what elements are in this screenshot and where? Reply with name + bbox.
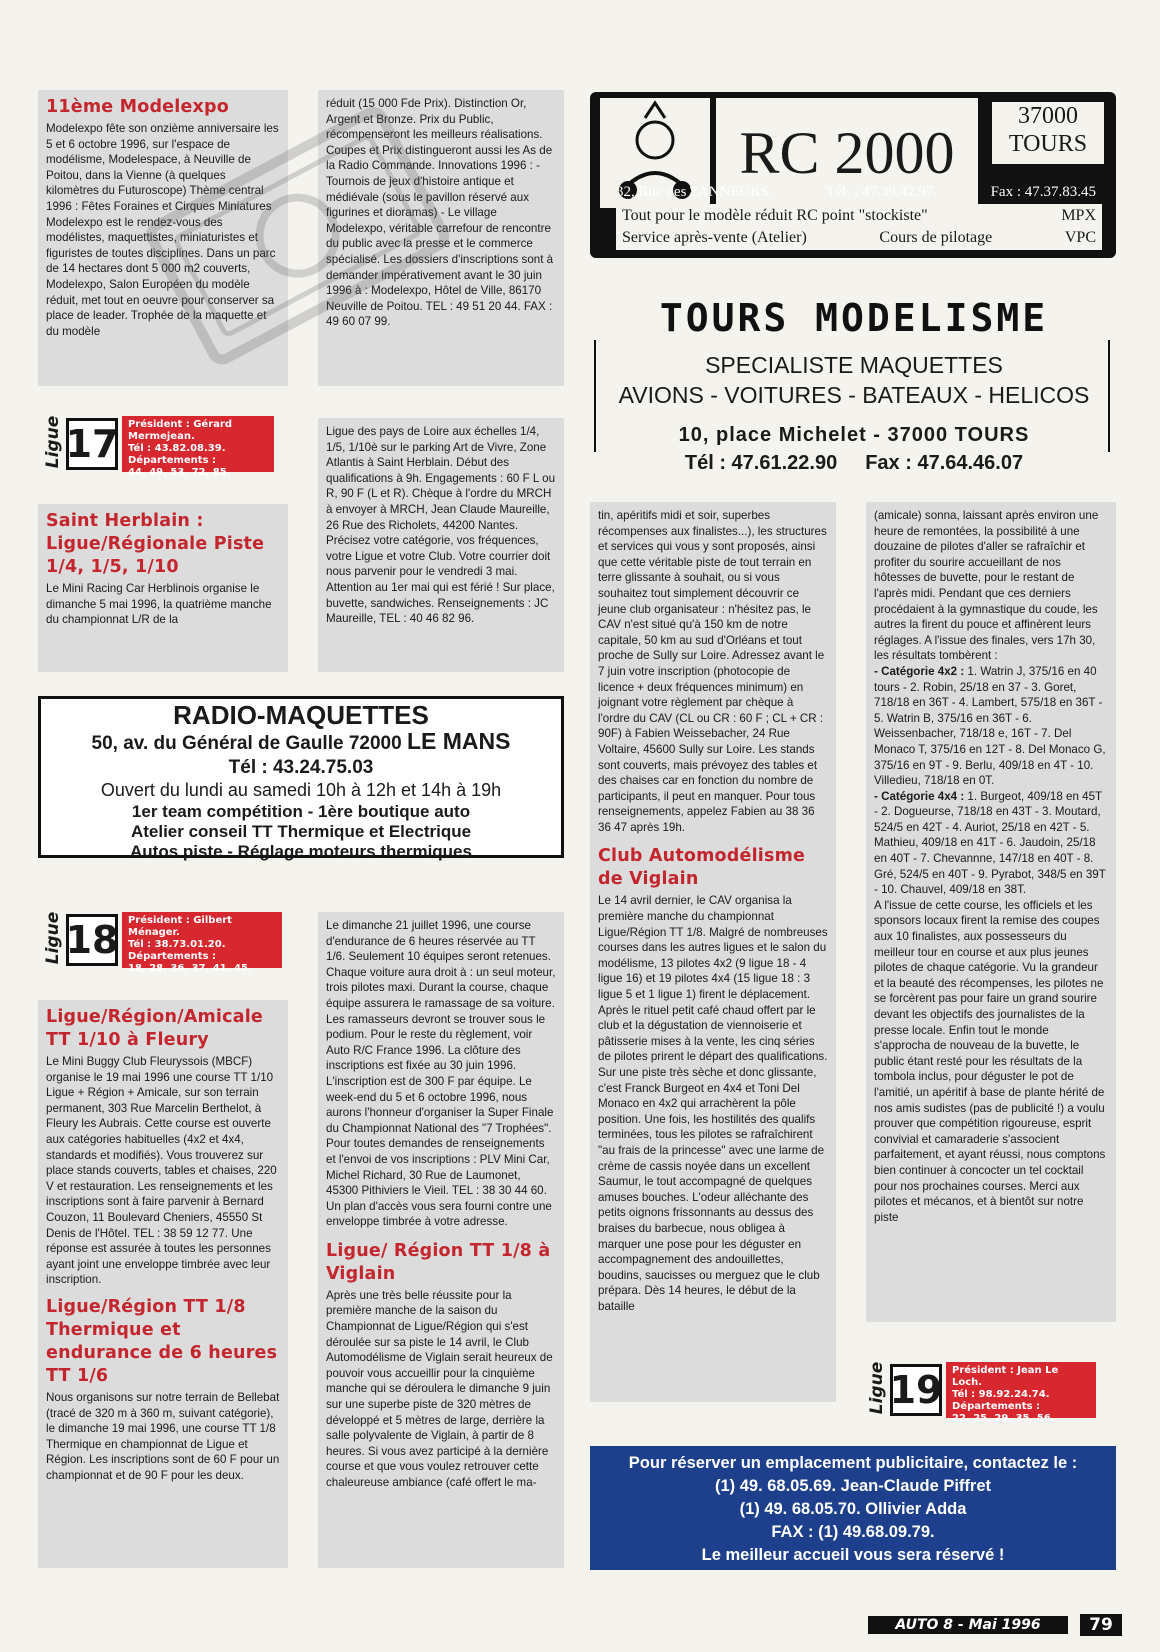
radio-maquettes-line1: 1er team compétition - 1ère boutique auto: [131, 802, 471, 821]
ligue-president-info: Président : Gérard Mermejean. Tél : 43.82.08.39. Départements : 44, 49, 53, 72, 85.: [122, 416, 274, 472]
ligue-number: 17: [66, 418, 118, 470]
radio-maquettes-address: 50, av. du Général de Gaulle 72000 LE MANS: [91, 728, 511, 754]
ligue-number: 18: [66, 914, 118, 966]
col4-intro: (amicale) sonna, laissant après environ une heure de remontées, la possibilité à une douzaine de pilotes d'aller se rafraîchir et profiter du sourire accueillant de nos hôtesses de buvette, pour le restant de l'après midi. Pendant que ces derniers procédaient à la gymnastique du coude, les autres la firent du pouce et affinèrent leurs réglages. A l'issue des finales, vers 17h 30, les résultats tombèrent :: [874, 509, 1099, 663]
ligue-number: 19: [890, 1364, 942, 1416]
radio-maquettes-tel: Tél : 43.24.75.03: [228, 757, 374, 778]
endurance-box: [318, 912, 564, 1568]
tours-modelisme-title: TOURS MODELISME: [594, 296, 1114, 340]
endurance-text: Le dimanche 21 juillet 1996, une course d'endurance de 6 heures réservée au TT 1/6. Seulement 10 équipes seront retenues. Chaque voiture aura droit à : un seul moteur, trois pilotes maxi. Durant la course, chaque équipe assurera le ramassage de sa voiture. Les ramasseurs devront se trouver sous le podium. Pour le reste du règlement, voir Auto R/C France 1996. La clôture des inscriptions est fixée au 30 juin 1996. L'inscription est de 300 F par équipe. Le week-end du 5 et 6 octobre 1996, nous aurons l'honneur d'organiser la Super Finale du Championnat National des "7 Trophées". Pour toutes demandes de renseignements et l'envoi de vos inscriptions : PLV Mini Car, Michel Richard, 30 Rue de Laumonet, 45300 Pithiviers le Vieil. TEL : 38 30 44 60. Un plan d'accès vous sera fourni contre une enveloppe timbrée à votre adresse.: [326, 919, 556, 1229]
rc2000-name: RC 2000: [739, 119, 955, 186]
radio-maquettes-hours: Ouvert du lundi au samedi 10h à 12h et 14h à 19h: [100, 780, 502, 800]
footer: [858, 1614, 1122, 1638]
tours-modelisme-fax: Fax : 47.64.46.07: [865, 452, 1024, 474]
advertising-line1: Pour réserver un emplacement publicitaire, contactez le :: [628, 1454, 1078, 1472]
ligue-18-block: [42, 908, 292, 974]
col4-cat44: - Catégorie 4x4 : 1. Burgeot, 409/18 en 45T - 2. Dogueurse, 718/18 en 43T - 3. Moutard, 524/5 en 42T - 4. Auriot, 25/18 en 42T - 5. Mathieu, 409/18 en 41T - 6. Jaudoin, 25/18 en 40T - 7. Chevannne, 147/18 en 40T - 8. Gré, 524/5 en 40T - 9. Pyrabot, 348/5 en 39T - 10. Chauvel, 409/18 en 38T.: [874, 789, 1106, 897]
tours-modelisme-address: 10, place Michelet - 37000 TOURS: [678, 424, 1030, 446]
ligue-word: Ligue: [867, 1361, 887, 1415]
radio-maquettes-line2: Atelier conseil TT Thermique et Electrique: [130, 822, 472, 841]
advertising-line5: Le meilleur accueil vous sera réservé !: [701, 1546, 1005, 1564]
thermique-title: Ligue/Région TT 1/8 Thermique et endurance de 6 heures TT 1/6: [46, 1296, 278, 1386]
rc2000-city: TOURS: [1008, 131, 1088, 157]
herblain-title: Saint Herblain : Ligue/Régionale Piste 1/4, 1/5, 1/10: [46, 511, 265, 577]
rc2000-tel: TéL : 47.39.42.97.: [825, 184, 938, 200]
tours-modelisme-line2: AVIONS - VOITURES - BATEAUX - HELICOS: [618, 382, 1090, 408]
advertising-contact-box: [590, 1446, 1116, 1570]
rc2000-pilotage: Cours de pilotage: [879, 229, 993, 246]
ligue-word: Ligue: [43, 415, 63, 469]
rc2000-vpc: VPC: [1064, 229, 1096, 246]
tours-modelisme-ad: [594, 296, 1114, 476]
fleury-box: [38, 1000, 288, 1568]
rc2000-city-panel: [992, 102, 1104, 164]
rc2000-mpx: MPX: [1061, 207, 1096, 224]
rc2000-ad: [590, 92, 1116, 258]
radio-maquettes-title: RADIO-MAQUETTES: [173, 700, 429, 730]
radio-maquettes-ad: [38, 696, 564, 861]
rc2000-services-panel: [616, 204, 1102, 250]
fleury-title: Ligue/Région/Amicale TT 1/10 à Fleury: [46, 1007, 263, 1050]
advertising-line3: (1) 49. 68.05.70. Ollivier Adda: [739, 1500, 967, 1518]
herblain-box-col2: [318, 418, 564, 672]
modelexpo-text-col2: réduit (15 000 Fde Prix). Distinction Or, Argent et Bronze. Prix du Public, récompenseront les meilleurs réalisations. Coupes et Prix distingueront aussi les As de la Radio Commande. Innovations 1996 : - Tournois de jeux d'histoire antique et médiévale (sous le pavillon réservé aux figurines et dioramas) - Le village Modelexpo, véritable carrefour de rencontre du public avec la presse et le commerce spécialisé. Les dossiers d'inscriptions sont à demander impérativement avant le 30 juin 1996 à : Modelexpo, Hôtel de Ville, 86170 Neuville de Poitou. TEL : 49 51 20 44. FAX : 49 60 07 99.: [326, 97, 554, 329]
rc2000-address: 32, Rue des TANNEURS.: [616, 184, 773, 200]
ligue-president-info: Président : Gilbert Ménager. Tél : 38.73.01.20. Départements : 18, 28, 36, 37, 41, 45.: [122, 912, 282, 968]
modelexpo-title: 11ème Modelexpo: [46, 97, 229, 117]
advertising-line2: (1) 49. 68.05.69. Jean-Claude Piffret: [714, 1477, 992, 1495]
tours-modelisme-tel: Tél : 47.61.22.90: [684, 452, 838, 474]
thermique-text: Nous organisons sur notre terrain de Bellebat (tracé de 320 m à 360 m, suivant catégorie), le dimanche 19 mai 1996, une course TT 1/8 Thermique en championnat de Ligue et Région. Les inscriptions sont de 60 F pour un championnat et de 90 F pour les deux.: [46, 1390, 280, 1482]
fleury-text: Le Mini Buggy Club Fleuryssois (MBCF) organise le 19 mai 1996 une course TT 1/10 Ligue + Région + Amicale, sur son terrain permanent, 303 Rue Marcelin Berthelot, à Fleury les Aubrais. Cette course est ouverte aux catégories habituelles (4x2 et 4x4, standards et modifiés). Vous trouverez sur place stands couverts, tables et chaises, 220 V et restauration. Les renseignements et les inscriptions sont à faire parvenir à Bernard Couzon, 11 Boulevard Cheniers, 45550 St Denis de l'Hôtel. TEL : 38 59 12 77. Une réponse est assurée à toutes les personnes ayant joint une enveloppe timbrée avec leur inscription.: [46, 1055, 277, 1287]
modelexpo-text-col1: Modelexpo fête son onzième anniversaire les 5 et 6 octobre 1996, sur l'espace de modélisme, Modelespace, à Neuville de Poitou, dans la Vienne (à quelques kilomètres du Futuroscope) Thème central 1996 : Fêtes Foraines et Cirques Miniatures Modelexpo est le rendez-vous des modélistes, maquettistes, miniaturistes et figuristes de toutes disciplines. Dans un parc de 14 hectares dont 5 000 m2 couverts, Modelexpo, Salon Européen du modèle réduit, met tout en oeuvre pour conserver sa place de leader. Trophée de la maquette et du modèle: [46, 122, 279, 338]
ligue-17-block: [42, 412, 282, 478]
advertising-fax: FAX : (1) 49.68.09.79.: [771, 1523, 935, 1541]
tours-modelisme-contact-row: [594, 452, 1114, 475]
rc2000-address-row: [616, 184, 1096, 202]
col3-top-text: tin, apéritifs midi et soir, superbes récompenses aux finalistes...), les structures et services qui vous y sont proposés, ainsi que cette véritable piste de tout terrain en terre glissante à souhait, ou si vous souhaitez tout simplement découvrir ce jeune club organisateur : n'hésitez pas, le CAV n'est situé qu'à 150 km de notre capitale, 50 km au sud d'Orléans et tout proche de Sully sur Loire. Adressez avant le 7 juin votre inscription (photocopie de licence + deux fréquences minimum) en joignant votre règlement par chèque à l'ordre du CAV (CL ou CR : 60 F ; CL + CR : 90F) à Fabien Weissebacher, 24 Rue Voltaire, 45600 Sully sur Loire. Les stands sont couverts, mais prévoyez des tables et des chaises car en fonction du nombre de participants, il peut en manquer. Pour tous renseignements, appelez Fabien au 38 36 36 47 après 19h.: [598, 509, 827, 834]
col4-outro: A l'issue de cette course, les officiels et les sponsors locaux firent la remise des coupes aux 10 finalistes, aux possesseurs du meilleur tour en course et aux plus jeunes pilotes de chaque catégorie. Vu la grandeur et la beauté des récompenses, les pilotes ne se forcèrent pas pour faire un grand sourire devant les objectifs des journalistes de la presse locale. Enfin tout le monde s'approcha de nouveau de la buvette, le public étant resté pour les résultats de la tombola inclus, pour déguster le pot de l'amitié, un apéritif à base de plante hérité de nos amis sudistes (pas de publicité !) a voulu prouver que compétition rigoureuse, esprit convivial et camaraderie s'associent parfaitement, et ayant réussi, nous comptons bien continuer à concocter un tel cocktail pour nos prochaines courses. Merci aux pilotes et mécanos, et à bientôt sur notre piste: [874, 898, 1106, 1224]
radio-maquettes-line3: Autos piste - Réglage moteurs thermiques: [130, 842, 472, 861]
stamp-watermark-icon: [130, 90, 470, 390]
club-viglain-title: Club Automodélisme de Viglain: [598, 846, 806, 890]
ligue-president-info: Président : Jean Le Loch. Tél : 98.92.24.74. Départements : 22, 25, 29, 35, 56.: [946, 1362, 1096, 1418]
ligue-19-block: [866, 1358, 1116, 1424]
herblain-text-col2: Ligue des pays de Loire aux échelles 1/4, 1/5, 1/10è sur le parking Art de Vivre, Zone Atlantis à Saint Herblain. Début des qualifications à 9h. Engagements : 60 F L ou R, 90 F (L et R). Chèque à l'ordre du MRCH à envoyer à MRCH, Jean Claude Maureille, 26 Rue des Richolets, 44200 Nantes. Précisez votre catégorie, vos fréquences, votre Ligue et votre Club. Votre courrier doit nous parvenir pour le vendredi 3 mai. Attention au 1er mai qui est férié ! Sur place, buvette, sandwiches. Renseignements : JC Maureille, TEL : 40 46 82 96.: [326, 425, 556, 626]
viglain18-title: Ligue/ Région TT 1/8 à Viglain: [326, 1240, 551, 1284]
footer-magazine: AUTO 8 - Mai 1996: [868, 1616, 1068, 1634]
col3-box: [590, 502, 836, 1402]
club-viglain-text: Le 14 avril dernier, le CAV organisa la première manche du championnat Ligue/Région TT 1/8. Malgré de nombreuses courses dans les autres ligues et le salon du modélisme, 13 pilotes 4x2 (9 ligue 18 - 4 ligue 16) et 19 pilotes 4x4 (15 ligue 18 : 3 ligue 5 et 1 ligue 1) firent le déplacement. Après le rituel petit café chaud offert par le club et la dégustation de viennoiserie et pâtisserie mises à la vente, les cinq séries de pilotes prirent le départ des qualifications. Sur une piste très sèche et donc glissante, c'est Franck Burgeot en 4x4 et Toni Del Monaco en 4x2 qui arrachèrent la pôle position. Une fois, les hostilités des qualifs terminées, tous les pilotes se rafraîchirent "au frais de la princesse" avec une larme de crème de cassis noyée dans un excellent Saumur, le tout accompagné de quelques amuses bouches. L'odeur alléchante des petits oignons frissonnants au dessus des braises du barbecue, nous obligea à marquer une pose pour les déguster en accompagnement des andouillettes, boudins, saucisses ou merguez que le club prépara. Dès 14 heures, le début de la bataille: [598, 894, 828, 1313]
rc2000-fax: Fax : 47.37.83.45: [990, 184, 1096, 200]
ligue-word: Ligue: [43, 911, 63, 965]
tours-modelisme-line1: SPECIALISTE MAQUETTES: [705, 352, 1003, 378]
col4-box: [866, 502, 1116, 1322]
rc2000-service: Service après-vente (Atelier): [622, 229, 807, 246]
viglain18-text: Après une très belle réussite pour la première manche de la saison du Championnat de Ligue/Région qui s'est déroulée sur sa piste le 14 avril, le Club Automodélisme de Viglain serait heureux de pouvoir vous accueillir pour la cinquième manche qui se déroulera le dimanche 9 juin sur une superbe piste de 320 mètres de développé et 5 mètres de large, derrière la salle polyvalente de Viglain, à partir de 8 heures. Si vous avez participé à la dernière course et que vous voulez retrouver cette chaleureuse ambiance (café offert le ma-: [326, 1288, 553, 1489]
rc2000-line1: Tout pour le modèle réduit RC point "stockiste": [622, 207, 928, 224]
footer-page-number: 79: [1080, 1614, 1122, 1636]
herblain-box: [38, 504, 288, 672]
herblain-text-col1: Le Mini Racing Car Herblinois organise le dimanche 5 mai 1996, la quatrième manche du championnat L/R de la: [46, 582, 272, 627]
col4-cat42: - Catégorie 4x2 : 1. Watrin J, 375/16 en 40 tours - 2. Robin, 25/18 en 37 - 3. Goret, 718/18 en 36T - 4. Lambert, 575/18 en 36T - 5. Watrin B, 375/16 en 36T - 6. Weissenbacher, 718/18 e, 16T - 7. Del Monaco T, 375/16 en 12T - 8. Del Monaco G, 375/16 en 9T - 9. Berlu, 409/18 en 4T - 10. Villedieu, 718/18 en 0T.: [874, 664, 1106, 788]
rc2000-postcode: 37000: [1018, 103, 1078, 129]
